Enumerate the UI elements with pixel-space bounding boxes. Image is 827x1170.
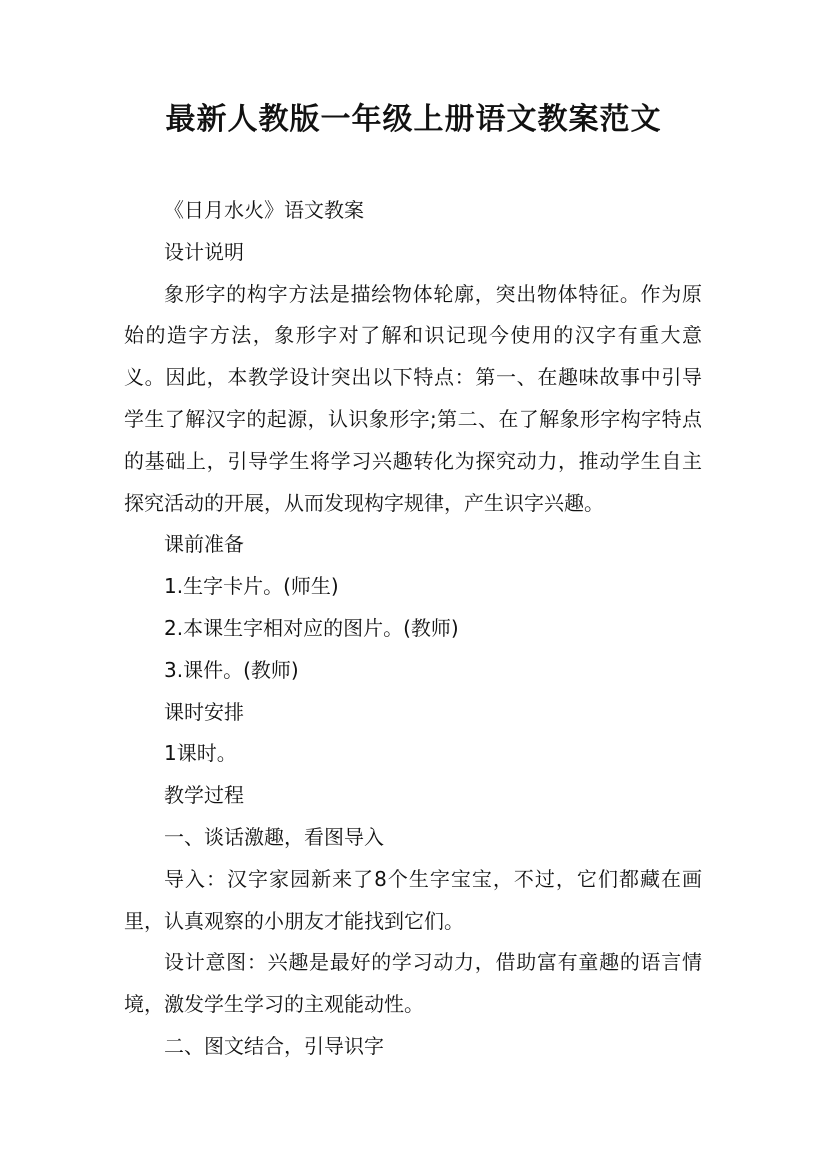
design-intent-text: 设计意图：兴趣是最好的学习动力，借助富有童趣的语言情境，激发学生学习的主观能动性。 [124,950,702,1017]
preparation-item: 2.本课生字相对应的图片。(教师) [164,615,459,640]
preparation-item: 1.生字卡片。(师生) [164,574,339,599]
section-heading-design: 设计说明 [164,239,244,264]
preparation-item: 3.课件。(教师) [164,657,299,682]
document-body [124,190,702,1068]
lesson-title: 《日月水火》语文教案 [164,198,364,222]
section-heading-schedule: 课时安排 [164,699,244,724]
schedule-text: 1课时。 [164,741,237,766]
process-step-heading: 一、谈话激趣，看图导入 [164,824,384,849]
design-description: 象形字的构字方法是描绘物体轮廓，突出物体特征。作为原始的造字方法，象形字对了解和识记现今使用的汉字有重大意义。因此，本教学设计突出以下特点：第一、在趣味故事中引导学生了解汉字的起源，认识象形字;第二、在了解象形字构字特点的基础上，引导学生将学习兴趣转化为探究动力，推动学生自主探究活动的开展，从而发现构字规律，产生识字兴趣。 [124,281,702,515]
process-step-heading: 二、图文结合，引导识字 [164,1033,384,1058]
introduction-text: 导入：汉字家园新来了8个生字宝宝，不过，它们都藏在画里，认真观察的小朋友才能找到它们。 [124,866,702,933]
document-title: 最新人教版一年级上册语文教案范文 [165,102,662,137]
section-heading-preparation: 课前准备 [164,532,244,557]
section-heading-process: 教学过程 [164,783,244,808]
